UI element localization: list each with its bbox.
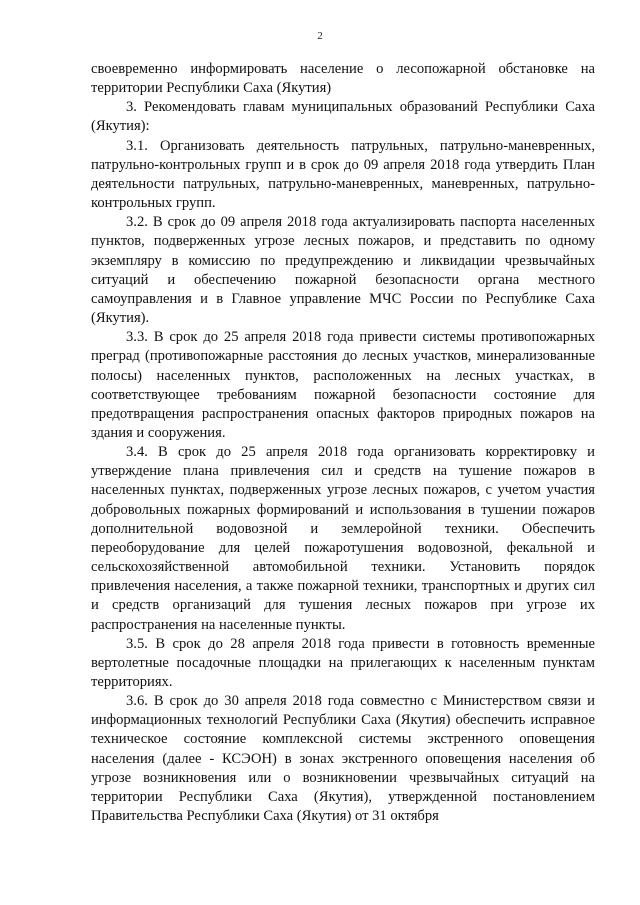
page-number: 2 — [317, 30, 323, 42]
paragraph-item-3-3: 3.3. В срок до 25 апреля 2018 года привести системы противопожарных преград (противопожарные расстояния до лесных участков, минерализованные полосы) населенных пунктов, расположенных на лесных участках, в соответствующее требованиям пожарной безопасности состояние для предотвращения распространения опасных факторов природных пожаров на здания и сооружения. — [91, 329, 595, 441]
paragraph-item-3-6: 3.6. В срок до 30 апреля 2018 года совместно с Министерством связи и информационных технологий Республики Саха (Якутия) обеспечить исправное техническое состояние комплексной системы экстренного оповещения населения (далее - КСЭОН) в зонах экстренного оповещения населения об угрозе возникновения или о возникновении чрезвычайных ситуаций на территории Республики Саха (Якутия), утвержденной постановлением Правительства Республики Саха (Якутия) от 31 октября — [91, 693, 595, 825]
paragraph-item-3-5: 3.5. В срок до 28 апреля 2018 года привести в готовность временные вертолетные посадочные площадки на прилегающих к населенным пунктам территориях. — [91, 635, 595, 690]
paragraph-item-3-1: 3.1. Организовать деятельность патрульных, патрульно-маневренных, патрульно-контрольных групп и в срок до 09 апреля 2018 года утвердить План деятельности патрульных, патрульно-маневренных, маневренных, патрульно-контрольных групп. — [91, 137, 595, 212]
paragraph-item-3-2: 3.2. В срок до 09 апреля 2018 года актуализировать паспорта населенных пунктов, подверженных угрозе лесных пожаров, и представить по одному экземпляру в комиссию по предупреждению и ликвидации чрезвычайных ситуаций и обеспечению пожарной безопасности органа местного самоуправления и в Главное управление МЧС России по Республике Саха (Якутия). — [91, 214, 595, 327]
paragraph-item-3-4: 3.4. В срок до 25 апреля 2018 года организовать корректировку и утверждение плана привлечения сил и средств на тушение пожаров в населенных пунктах, подверженных угрозе лесных пожаров, с учетом участия добровольных пожарных формирований и использования в тушении пожаров дополнительной водовозной и землеройной техники. Обеспечить переоборудование для целей пожаротушения водовозной, фекальной и сельскохозяйственной автомобильной техники. Установить порядок привлечения населения, а также пожарной техники, транспортных и других сил и средств организаций для тушения лесных пожаров при угрозе их распространения на населенные пункты. — [91, 444, 595, 633]
paragraph-item-3: 3. Рекомендовать главам муниципальных образований Республики Саха (Якутия): — [91, 99, 595, 135]
paragraph-continuation: своевременно информировать население о лесопожарной обстановке на территории Республики Саха (Якутия) — [91, 61, 595, 97]
document-body — [91, 60, 595, 826]
